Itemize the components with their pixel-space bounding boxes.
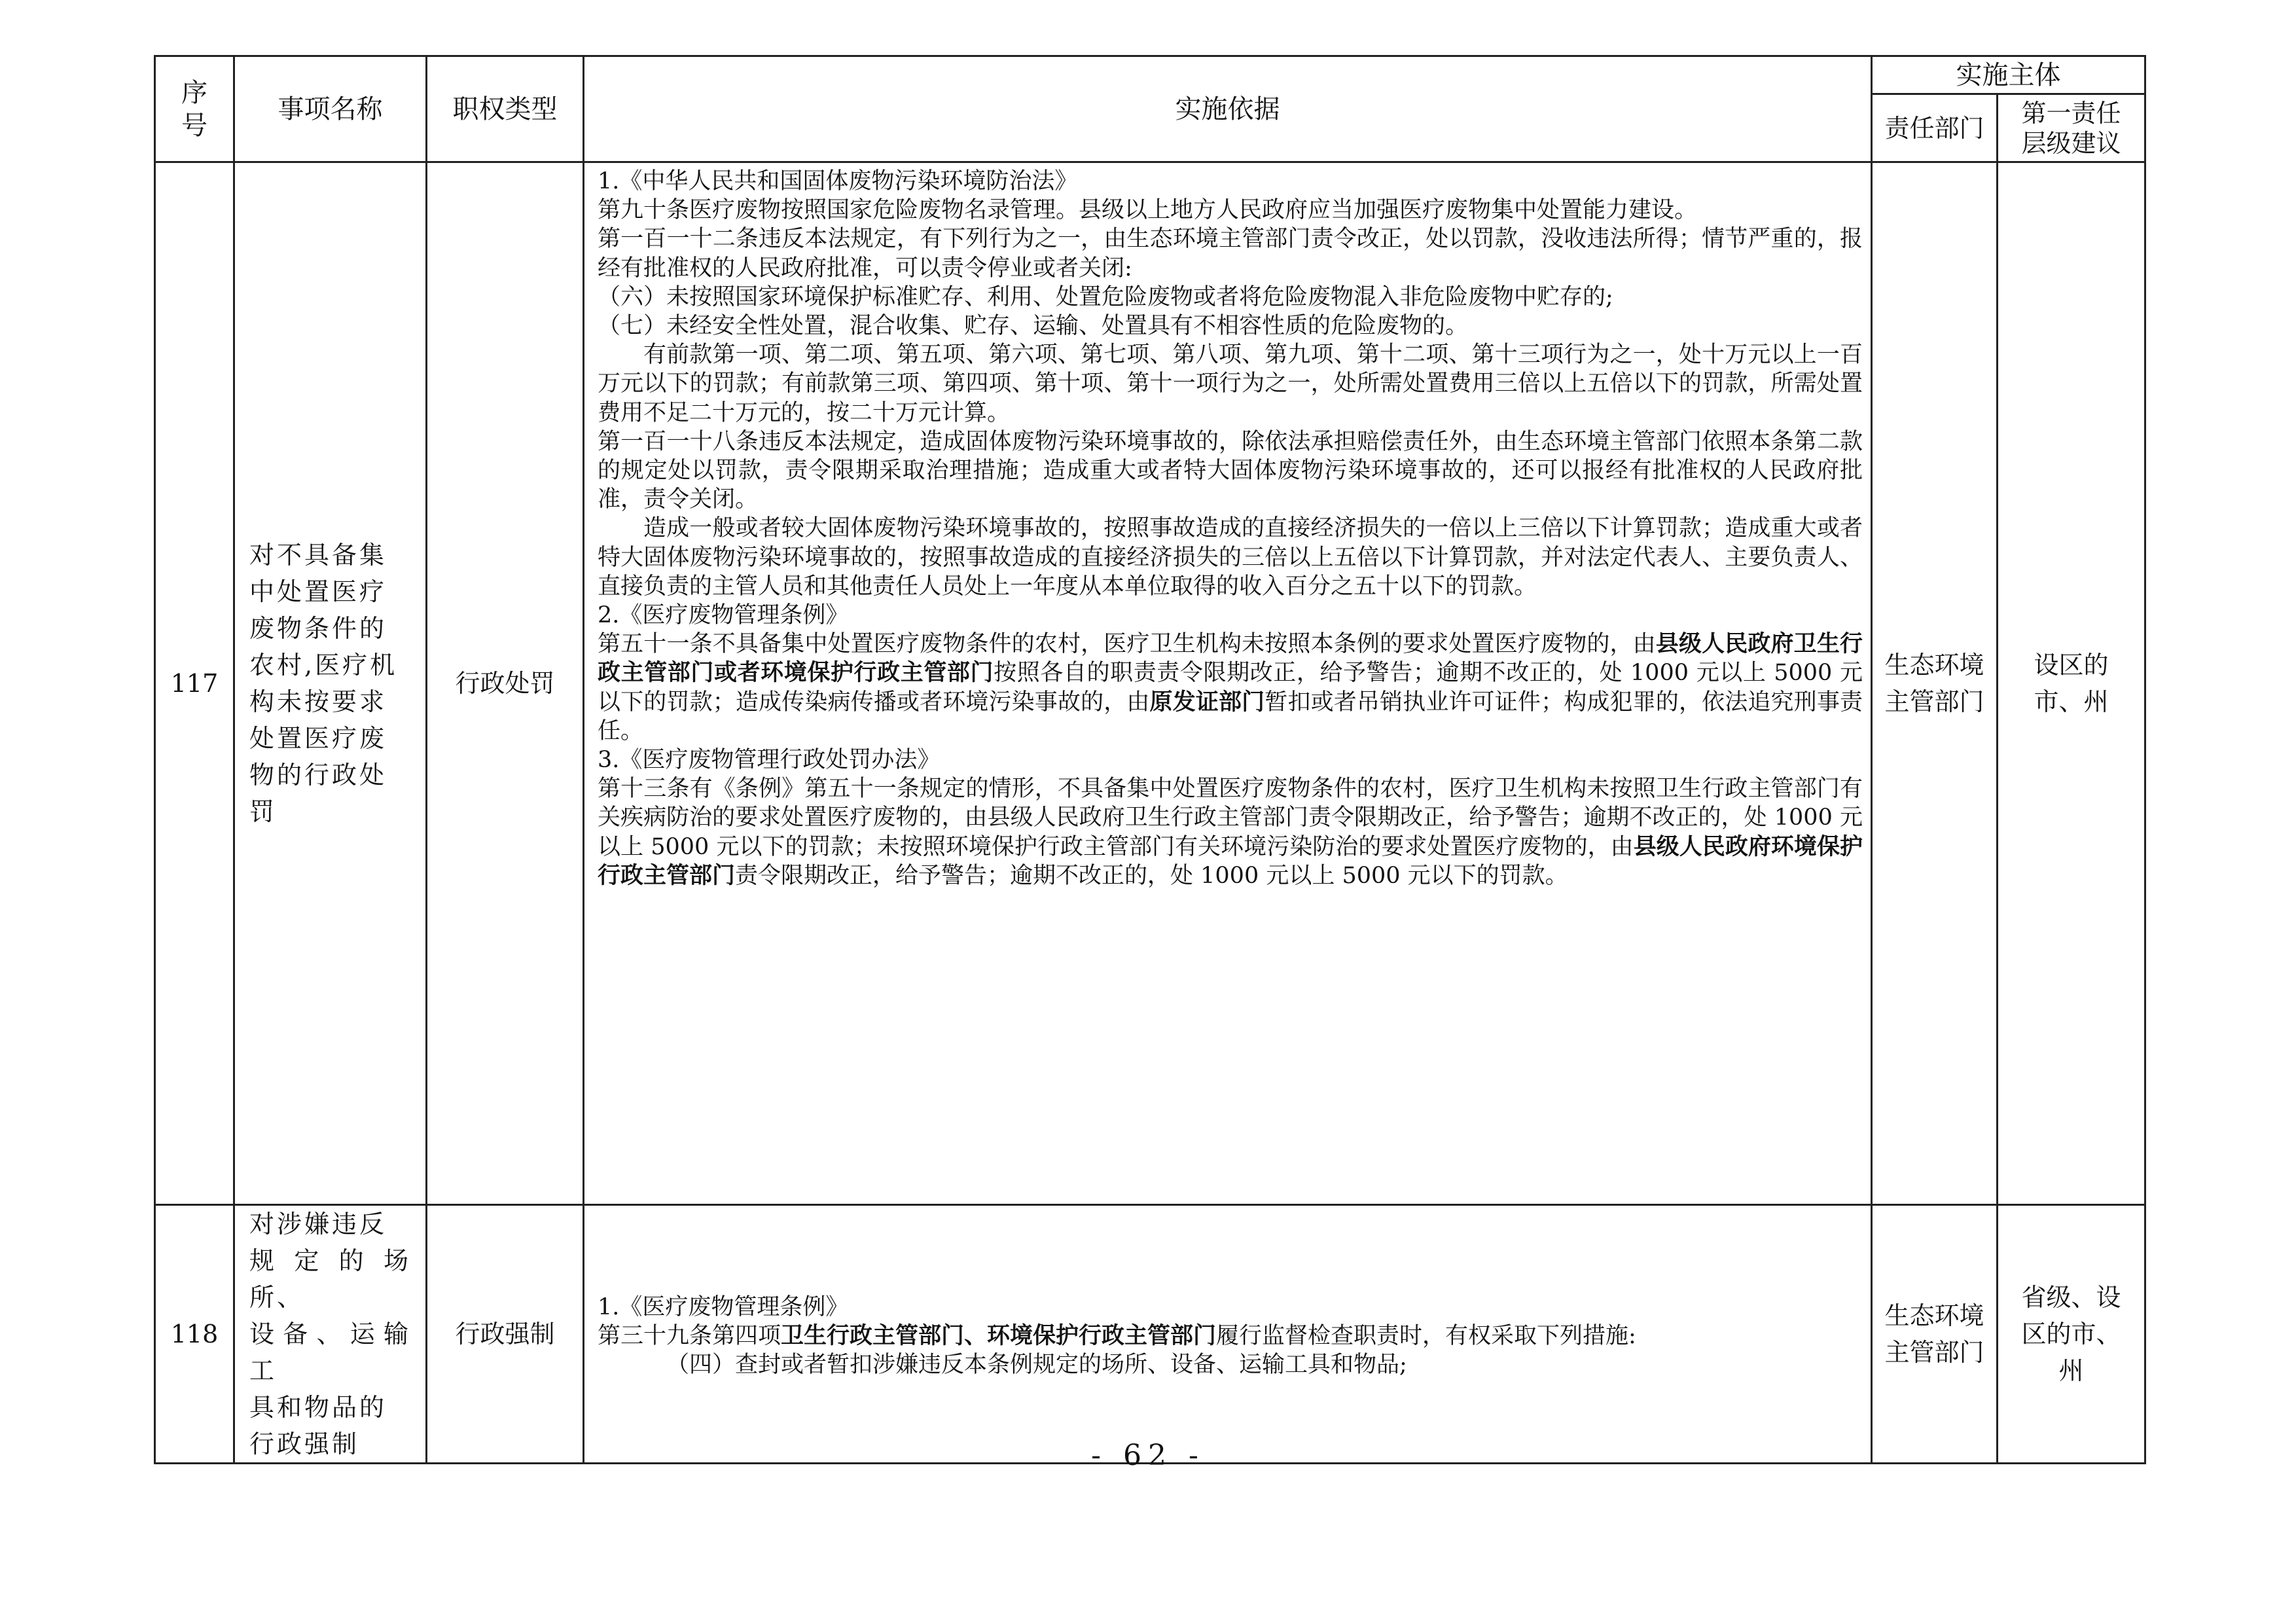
row-seq: 118	[155, 1205, 234, 1464]
header-item-name: 事项名称	[234, 56, 427, 162]
name-line: 行政强制	[249, 1430, 360, 1458]
basis-paragraph: 1.《中华人民共和国固体废物污染环境防治法》	[598, 168, 1078, 194]
level-line: 市、州	[2034, 687, 2109, 716]
header-responsible-dept: 责任部门	[1872, 94, 1998, 162]
basis-text: 责令限期改正，给予警告；逾期不改正的，处 1000 元以上 5000 元以下的罚款。	[735, 862, 1568, 889]
row-item-name	[234, 162, 427, 1205]
header-power-type: 职权类型	[427, 56, 584, 162]
basis-text: 按照各自的职责责令限期改正，给予警告；逾期不改正的，处 1000 元以上 5000 元以下的罚款；造成传染病传播或者环境污染事故的，由	[598, 660, 1863, 715]
header-subject-group: 实施主体	[1872, 56, 2145, 94]
name-line: 废物条件的	[249, 614, 387, 643]
basis-paragraph	[598, 630, 1863, 746]
row-level	[1998, 162, 2145, 1205]
basis-paragraph: 造成一般或者较大固体废物污染环境事故的，按照事故造成的直接经济损失的一倍以上三倍以下计算罚款；造成重大或者特大固体废物污染环境事故的，按照事故造成的直接经济损失的三倍以上五倍以下计算罚款，并对法定代表人、主要负责人、直接负责的主管人员和其他责任人员处上一年度从本单位取得的收入百分之五十以下的罚款。	[598, 515, 1863, 600]
name-line: 处置医疗废	[249, 724, 387, 753]
basis-paragraph	[598, 1322, 1863, 1350]
basis-bold-text: 卫生行政主管部门、环境保护行政主管部门	[781, 1322, 1217, 1349]
table-row	[155, 162, 2145, 1205]
basis-text: 履行监督检查职责时，有权采取下列措施:	[1216, 1322, 1636, 1349]
row-item-name	[234, 1205, 427, 1464]
authority-list-table	[154, 55, 2146, 1464]
basis-paragraph: 第一百一十二条违反本法规定，有下列行为之一，由生态环境主管部门责令改正，处以罚款，没收违法所得；情节严重的，报经有批准权的人民政府批准，可以责令停业或者关闭:	[598, 226, 1863, 281]
name-line: 农村,医疗机	[249, 651, 398, 679]
header-seq	[155, 56, 234, 162]
level-line: 设区的	[2034, 651, 2109, 679]
header-seq-line-1: 序	[181, 77, 207, 108]
basis-paragraph: 有前款第一项、第二项、第五项、第六项、第七项、第八项、第九项、第十二项、第十三项行为之一，处十万元以上一百万元以下的罚款；有前款第三项、第四项、第十项、第十一项行为之一，处所需处置费用三倍以上五倍以下的罚款，所需处置费用不足二十万元的，按二十万元计算。	[598, 342, 1863, 426]
dept-line: 生态环境	[1884, 651, 1984, 679]
row-level	[1998, 1205, 2145, 1464]
name-line: 具和物品的	[249, 1393, 387, 1422]
basis-paragraph: （七）未经安全性处置，混合收集、贮存、运输、处置具有不相容性质的危险废物的。	[598, 313, 1469, 340]
row-power-type: 行政处罚	[427, 162, 584, 1205]
basis-paragraph: 3.《医疗废物管理行政处罚办法》	[598, 747, 941, 774]
header-seq-line-2: 号	[181, 110, 207, 141]
basis-text: 暂扣或者吊销执业许可证件；构成犯罪的，依法追究刑事责任。	[598, 689, 1863, 744]
name-line: 物的行政处	[249, 761, 387, 789]
basis-paragraph: （四）查封或者暂扣涉嫌违反本条例规定的场所、设备、运输工具和物品;	[666, 1352, 1407, 1379]
level-line: 省级、设	[2021, 1283, 2121, 1312]
row-basis	[584, 1205, 1872, 1464]
basis-paragraph: 第一百一十八条违反本法规定，造成固体废物污染环境事故的，除依法承担赔偿责任外，由生态环境主管部门依照本条第二款的规定处以罚款，责令限期采取治理措施；造成重大或者特大固体废物污染环境事故的，还可以报经有批准权的人民政府批准，责令关闭。	[598, 428, 1863, 513]
basis-bold-text: 县级人民政府卫生行政主管部门或者环境保护行政主管部门	[598, 631, 1863, 687]
name-line: 对不具备集	[249, 541, 387, 569]
row-responsible-dept	[1872, 162, 1998, 1205]
page-number: - 62 -	[1091, 1439, 1205, 1472]
basis-text: 第五十一条不具备集中处置医疗废物条件的农村，医疗卫生机构未按照本条例的要求处置医疗废物的，由	[598, 631, 1656, 658]
basis-paragraph: 第九十条医疗废物按照国家危险废物名录管理。县级以上地方人民政府应当加强医疗废物集中处置能力建设。	[598, 197, 1698, 224]
table-row	[155, 1205, 2145, 1464]
basis-paragraph: （六）未按照国家环境保护标准贮存、利用、处置危险废物或者将危险废物混入非危险废物中贮存的;	[598, 283, 1613, 310]
row-seq: 117	[155, 162, 234, 1205]
name-line: 罚	[249, 797, 278, 826]
row-power-type: 行政强制	[427, 1205, 584, 1464]
basis-text: 第三十九条第四项	[598, 1322, 781, 1349]
name-line: 中处置医疗	[249, 577, 387, 606]
row-responsible-dept	[1872, 1205, 1998, 1464]
basis-paragraph: 1.《医疗废物管理条例》	[598, 1293, 849, 1320]
level-line: 区的市、	[2021, 1320, 2121, 1348]
header-level	[1998, 94, 2145, 162]
name-line: 对涉嫌违反	[249, 1210, 387, 1238]
row-basis	[584, 162, 1872, 1205]
basis-text: 第十三条有《条例》第五十一条规定的情形，不具备集中处置医疗废物条件的农村，医疗卫生机构未按照卫生行政主管部门有关疾病防治的要求处置医疗废物的，由县级人民政府卫生行政主管部门责令限期改正，给予警告；逾期不改正的，处 1000 元以上 5000 元以下的罚款；未按照环境保护行政主管部门有关环境污染防治的要求处置医疗废物的，由	[598, 776, 1863, 860]
name-line: 构未按要求	[249, 687, 387, 716]
header-level-line-2: 层级建议	[2021, 128, 2121, 158]
basis-paragraph: 2.《医疗废物管理条例》	[598, 602, 849, 629]
level-line: 州	[2058, 1356, 2084, 1385]
dept-line: 生态环境	[1884, 1301, 1984, 1330]
header-basis: 实施依据	[584, 56, 1872, 162]
name-line: 规定的场所、	[249, 1246, 411, 1312]
dept-line: 主管部门	[1884, 687, 1984, 716]
header-level-line-1: 第一责任	[2021, 98, 2121, 128]
basis-bold-text: 原发证部门	[1149, 689, 1265, 715]
basis-paragraph	[598, 774, 1863, 890]
header-row-top	[155, 56, 2145, 94]
name-line: 设备、运输工	[249, 1320, 411, 1385]
basis-bold-text: 县级人民政府环境保护行政主管部门	[598, 833, 1863, 889]
dept-line: 主管部门	[1884, 1338, 1984, 1367]
